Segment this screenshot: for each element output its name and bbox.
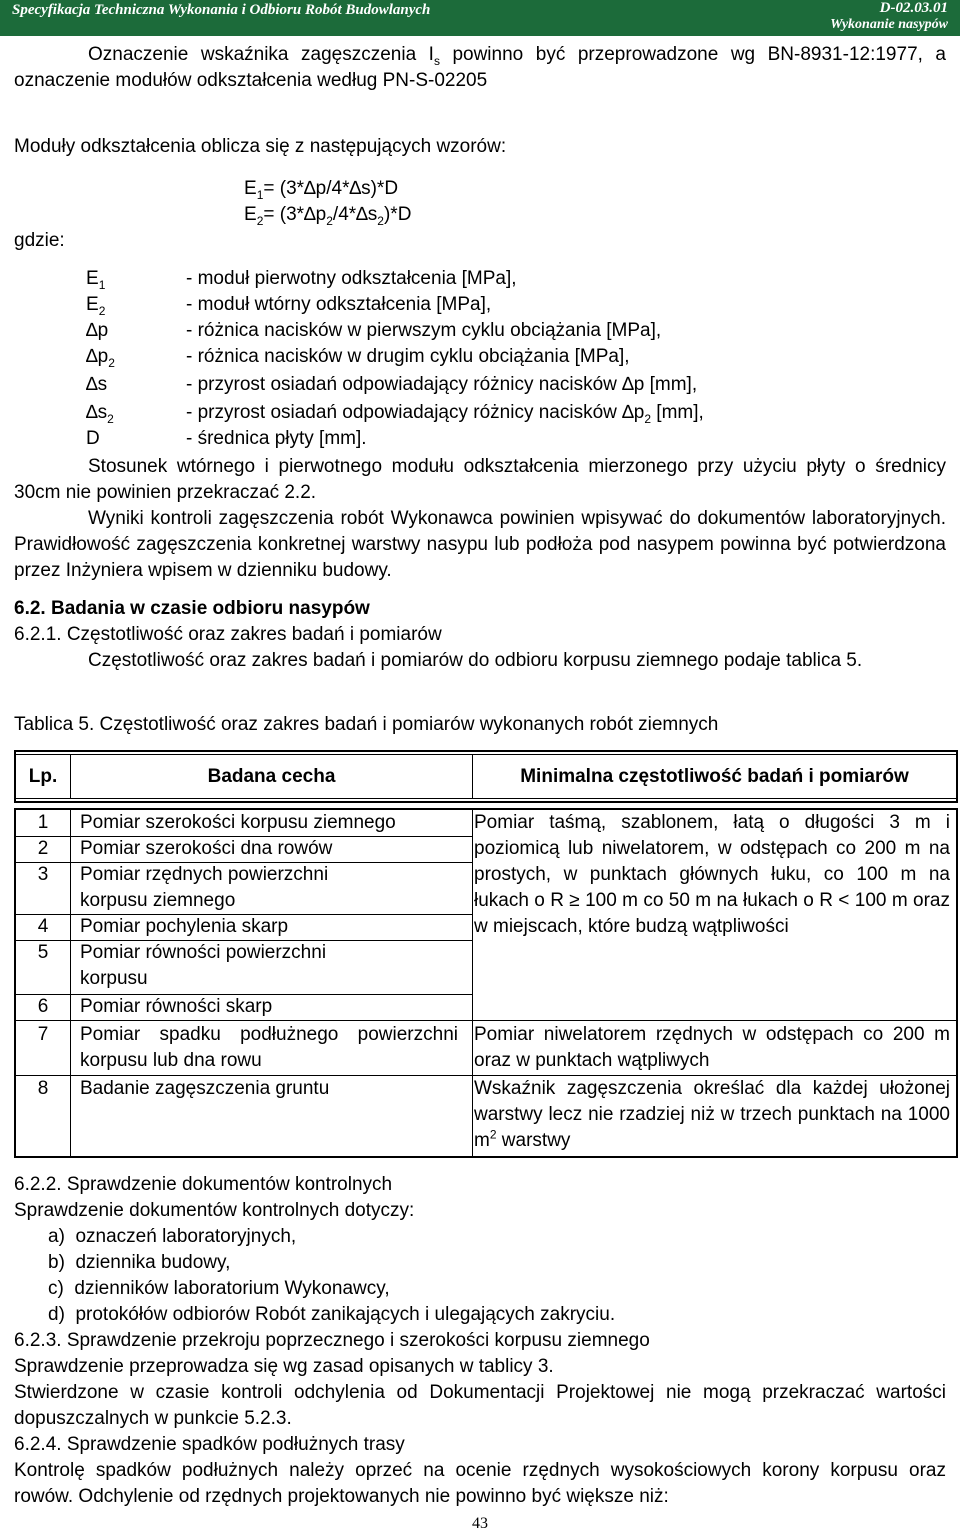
table-frequency-compaction: Wskaźnik zagęszczenia określać dla każdej ułożonej warstwy lecz nie rzadziej niż w trzech punktach na 1000 $m^2$ warstwy: [474, 1078, 950, 1151]
paragraph-results: Wyniki kontroli zagęszczenia robót Wykonawca powinien wpisywać do dokumentów laboratoryjnych. Prawidłowość zagęszczenia konkretnej warstwy nasypu lub podłoża pod nasypem powinna być potwierdzona przez Inżyniera wpisem w dzienniku budowy.: [14, 508, 946, 581]
paragraph-deviations: Stwierdzone w czasie kontroli odchylenia od Dokumentacji Projektowej nie mogą przekraczać wartości dopuszczalnych w punkcie 5.2.3.: [14, 1382, 946, 1429]
table-header-lp: Lp.: [28, 766, 58, 787]
def-symbol: $E_2$: [86, 294, 106, 318]
paragraph-slopes: Kontrolę spadków podłużnych należy oprzeć na ocenie rzędnych wysokościowych korony korpusu oraz rowów. Odchylenie od rzędnych projektowanych nie powinno być większe niż:: [14, 1460, 946, 1507]
table-row-number: 8: [37, 1078, 49, 1099]
page-header: [0, 0, 960, 36]
def-text: - moduł wtórny odkształcenia [MPa],: [186, 294, 492, 315]
table-frequency-measurements: Pomiar taśmą, szablonem, łatą o długości 3 m i poziomicą lub niwelatorem, w odstępach co 200 m na prostych, w punktach głównych łuku, co 100 m na łukach o R ≥ 100 m co 50 m na łukach o R < 100 m oraz w miejscach, które budzą wątpliwości: [474, 812, 950, 937]
def-symbol: ∆p: [86, 320, 109, 341]
paragraph-check-method: Sprawdzenie przeprowadza się wg zasad opisanych w tablicy 3.: [14, 1356, 554, 1377]
def-symbol: $\Delta p_2$: [86, 346, 115, 370]
header-spec-title: Specyfikacja Techniczna Wykonania i Odbioru Robót Budowlanych: [12, 2, 431, 18]
def-symbol: ∆s: [86, 374, 108, 395]
def-text: - przyrost osiadań odpowiadający różnicy nacisków $\Delta p_2$ [mm],: [186, 402, 704, 426]
formula-e2: $E_2= (3*\Delta p_2/4*\Delta s_2)*D$: [244, 204, 412, 228]
table-row-feature: Pomiar spadku podłużnego powierzchni korpusu lub dna rowu: [80, 1024, 458, 1071]
table-row-feature: Pomiar pochylenia skarp: [80, 916, 289, 937]
def-text: - średnica płyty [mm].: [186, 428, 367, 449]
def-symbol: $\Delta s_2$: [86, 402, 114, 426]
list-item: c) dzienników laboratorium Wykonawcy,: [48, 1278, 390, 1299]
section-heading-6-2-4: 6.2.4. Sprawdzenie spadków podłużnych trasy: [14, 1434, 405, 1455]
table-row-number: 7: [37, 1024, 49, 1045]
def-text: - różnica nacisków w pierwszym cyklu obciążania [MPa],: [186, 320, 662, 341]
paragraph-documents: Sprawdzenie dokumentów kontrolnych dotyczy:: [14, 1200, 415, 1221]
table-row-number: 5: [37, 942, 49, 963]
table-frequency-levelling: Pomiar niwelatorem rzędnych w odstępach co 200 m oraz w punktach wątpliwych: [474, 1024, 950, 1071]
paragraph-table-intro: Częstotliwość oraz zakres badań i pomiarów do odbioru korpusu ziemnego podaje tablica 5.: [88, 650, 863, 671]
table-row-number: 3: [37, 864, 49, 885]
table-caption: Tablica 5. Częstotliwość oraz zakres badań i pomiarów wykonanych robót ziemnych: [14, 714, 719, 735]
frequency-table: [14, 750, 958, 1160]
def-text: - moduł pierwotny odkształcenia [MPa],: [186, 268, 517, 289]
table-row-feature: Badanie zagęszczenia gruntu: [80, 1078, 330, 1099]
table-row-feature: Pomiar szerokości korpusu ziemnego: [80, 812, 396, 833]
paragraph-formulas-intro: Moduły odkształcenia oblicza się z następujących wzorów:: [14, 136, 507, 157]
table-row-number: 2: [37, 838, 49, 859]
formula-e1: $E_1= (3*\Delta p/4*\Delta s)*D$: [244, 178, 399, 202]
paragraph-modulus-ratio: Stosunek wtórnego i pierwotnego modułu odkształcenia mierzonego przy użyciu płyty o średnicy 30cm nie powinien przekraczać 2.2.: [14, 456, 946, 503]
section-heading-6-2-2: 6.2.2. Sprawdzenie dokumentów kontrolnych: [14, 1174, 393, 1195]
paragraph-indicator: Oznaczenie wskaźnika zagęszczenia $I_s$ powinno być przeprowadzone wg BN-8931-12:1977, a oznaczenie modułów odkształcenia według PN-S-02205: [14, 44, 946, 91]
table-row-feature: Pomiar równości powierzchni korpusu: [80, 942, 327, 989]
section-heading-6-2-3: 6.2.3. Sprawdzenie przekroju poprzecznego i szerokości korpusu ziemnego: [14, 1330, 650, 1351]
list-item: b) dziennika budowy,: [48, 1252, 231, 1273]
table-row-feature: Pomiar szerokości dna rowów: [80, 838, 333, 859]
table-row-feature: Pomiar równości skarp: [80, 996, 273, 1017]
table-row-feature: Pomiar rzędnych powierzchni korpusu ziemnego: [80, 864, 329, 911]
table-header-frequency: Minimalna częstotliwość badań i pomiarów: [520, 766, 909, 787]
header-subtitle: Wykonanie nasypów: [830, 17, 948, 32]
where-label: gdzie:: [14, 230, 65, 251]
def-text: - przyrost osiadań odpowiadający różnicy nacisków ∆p [mm],: [186, 374, 698, 395]
list-item: a) oznaczeń laboratoryjnych,: [48, 1226, 297, 1247]
table-row-number: 4: [37, 916, 49, 937]
list-item: d) protokółów odbiorów Robót zanikających i ulegających zakryciu.: [48, 1304, 616, 1325]
table-row-number: 1: [37, 812, 49, 833]
page-number: 43: [472, 1515, 488, 1532]
header-code: D-02.03.01: [879, 0, 948, 16]
def-symbol: $E_1$: [86, 268, 106, 292]
section-heading-6-2: 6.2. Badania w czasie odbioru nasypów: [14, 598, 370, 619]
def-text: - różnica nacisków w drugim cyklu obciążania [MPa],: [186, 346, 630, 367]
def-symbol: D: [86, 428, 100, 449]
table-header-feature: Badana cecha: [207, 766, 336, 787]
section-heading-6-2-1: 6.2.1. Częstotliwość oraz zakres badań i pomiarów: [14, 624, 442, 645]
table-row-number: 6: [37, 996, 49, 1017]
